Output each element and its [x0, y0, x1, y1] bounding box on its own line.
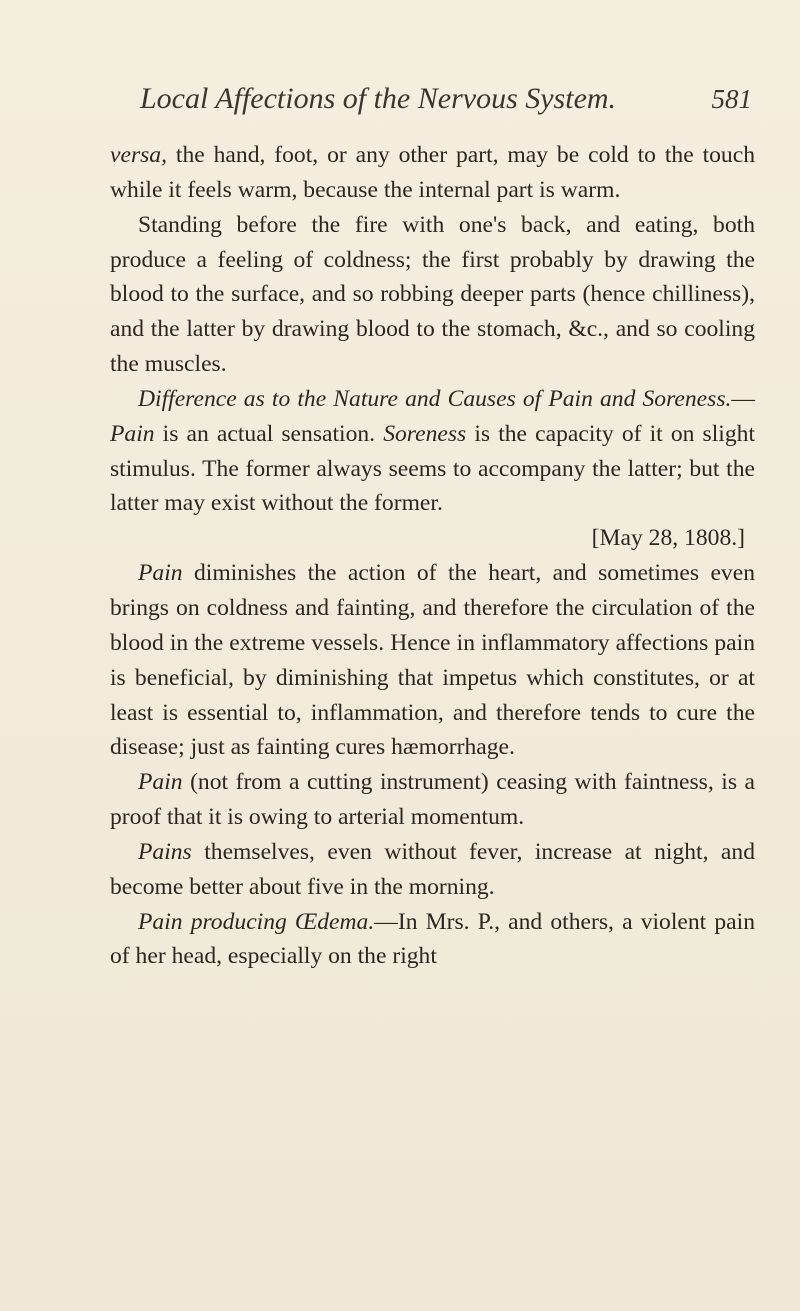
p3-heading: Difference as to the Nature and Causes of Pain and Soreness. — [138, 385, 732, 412]
p7-heading: Pain producing Œdema. — [138, 908, 375, 935]
p6-italic: Pains — [138, 838, 192, 865]
page-number: 581 — [711, 84, 752, 114]
paragraph-6 — [110, 835, 755, 905]
p3-dash: — — [731, 385, 755, 412]
p1-text: the hand, foot, or any other part, may be cold to the touch while it feels warm, because the internal part is warm. — [110, 142, 755, 203]
p7-text: —In Mrs. P., and others, a violent pain of her head, especially on the right — [110, 908, 755, 970]
paragraph-3 — [110, 382, 755, 521]
p4-text: diminishes the action of the heart, and sometimes even brings on coldness and fainting, and therefore the circulation of the blood in the extreme vessels. Hence in inflammatory affections pain is beneficial, by diminishing that impetus which constitutes, or at least is essential to, inflammation, and therefore tends to cure the disease; just as fainting cures hæmorrhage. — [110, 560, 755, 761]
p3-text-1: is an actual sensation. — [154, 420, 384, 447]
paragraph-4 — [110, 556, 755, 765]
paragraph-5 — [110, 765, 755, 835]
running-title: Local Affections of the Nervous System. — [140, 82, 617, 115]
p5-text: (not from a cutting instrument) ceasing with faintness, is a proof that it is owing to arterial momentum. — [110, 769, 755, 831]
p4-italic: Pain — [138, 560, 183, 587]
p3-text-2: is the capacity of it on slight stimulus. The former always seems to accompany the latter; but the latter may exist without the former. — [110, 420, 755, 517]
p2-text: Standing before the fire with one's back, and eating, both produce a feeling of coldness; the first probably by drawing the blood to the surface, and so robbing deeper parts (hence chilliness), and the latter by drawing blood to the stomach, &c., and so cooling the muscles. — [110, 211, 755, 378]
page-header — [140, 82, 752, 116]
paragraph-7 — [110, 905, 755, 975]
body-text — [110, 138, 755, 974]
p5-italic: Pain — [138, 769, 183, 796]
p3-pain: Pain — [110, 420, 155, 447]
date-note: [May 28, 1808.] — [591, 525, 745, 552]
p6-text: themselves, even without fever, increase at night, and become better about five in the morning. — [110, 838, 755, 900]
paragraph-1 — [110, 138, 755, 208]
p3-soreness: Soreness — [383, 420, 467, 447]
paragraph-2 — [110, 208, 755, 382]
p1-italic: versa, — [110, 142, 168, 168]
